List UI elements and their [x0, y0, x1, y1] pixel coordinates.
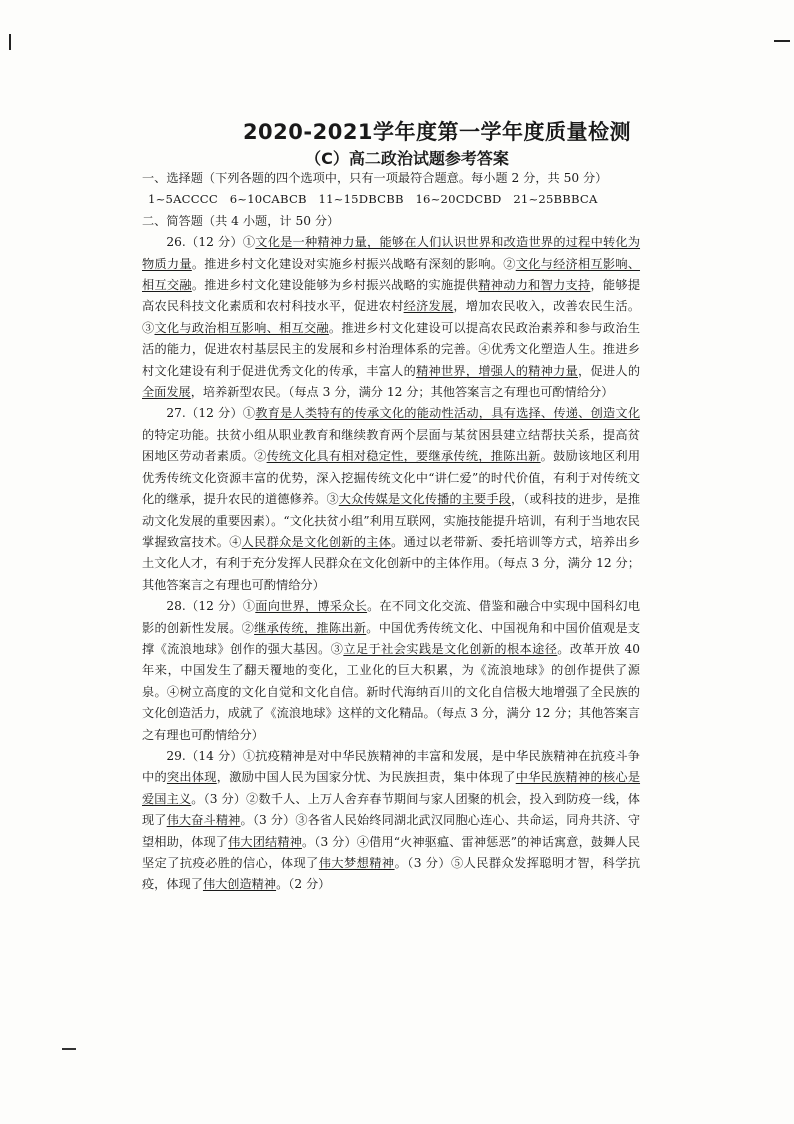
q26-text-3: ，能够提高农民科技文化素质和农村科技水平，促进农村	[142, 278, 641, 314]
q27-head: 27.（12 分）①	[166, 406, 256, 421]
section2-heading: 二、简答题（共 4 小题，计 50 分）	[142, 213, 340, 228]
section1-heading: 一、选择题（下列各题的四个选项中，只有一项最符合题意。每小题 2 分，共 50 分）	[142, 171, 608, 185]
q27-text-3: ，（或科技的进步，是推动文化发展的重要因素）。“文化扶贫小组”利用互联网，实施技能提升培训，有利于当地农民掌握致富技术。④	[142, 492, 641, 549]
answer-content	[142, 168, 640, 896]
q29-underlined-2: 中华民族精神的核心是爱国主义	[142, 770, 641, 806]
q29-underlined-1: 突出体现	[166, 770, 217, 785]
q26-underlined-1: 文化是一种精神力量，能够在人们认识世界和改造世界的过程中转化为物质力量	[142, 235, 641, 271]
q27-underlined-3: 大众传媒是文化传播的主要手段	[338, 492, 511, 507]
q27-underlined-1: 教育是人类特有的传承文化的能动性活动，具有选择、传递、创造文化	[255, 406, 641, 421]
question-29-answer	[142, 746, 640, 896]
question-26-answer	[142, 232, 640, 403]
q29-text-6: 。（2 分）	[276, 877, 331, 892]
q26-underlined-7: 全面发展	[142, 385, 191, 400]
q29-text-3: 。（3 分）③各省人民始终同湖北武汉同胞心连心、共命运，同舟共济、守望相助，体现了	[142, 813, 641, 849]
q27-underlined-4: 人民群众是文化创新的主体	[241, 534, 392, 549]
q29-underlined-3: 伟大奋斗精神	[166, 813, 241, 828]
q28-underlined-3: 立足于社会实践是文化创新的根本途径	[343, 641, 558, 656]
q28-underlined-1: 面向世界，博采众长	[255, 599, 368, 614]
q26-underlined-6: 精神世界，增强人的精神力量	[416, 363, 578, 378]
q26-underlined-4: 经济发展	[403, 299, 454, 314]
document-title: 2020-2021学年度第一学年度质量检测	[242, 120, 632, 144]
q26-text-2: 。推进乡村文化建设能够为乡村振兴战略的实施提供	[191, 278, 479, 293]
q28-text-1: 。在不同文化交流、借鉴和融合中实现中国科幻电影的创新性发展。②	[142, 599, 641, 635]
q26-head: 26.（12 分）①	[166, 235, 256, 250]
q28-head: 28.（12 分）①	[166, 599, 256, 614]
q26-text-6: ，促进人的	[578, 363, 641, 378]
q27-text-1: 的特定功能。扶贫小组从职业教育和继续教育两个层面与某贫困县建立结帮扶关系，提高贫困地区劳动者素质。②	[142, 427, 640, 464]
scan-edge-mark	[9, 34, 11, 50]
q29-text-4: 。（3 分）④借用“火神驱瘟、雷神惩恶”的神话寓意，鼓舞人民坚定了抗疫必胜的信心，体现了	[142, 834, 641, 870]
scan-edge-mark	[62, 1048, 76, 1050]
q29-underlined-4: 伟大团结精神	[228, 834, 302, 849]
q26-underlined-3: 精神动力和智力支持	[478, 278, 591, 293]
scan-edge-mark	[774, 40, 790, 42]
question-28-answer	[142, 596, 640, 746]
q26-underlined-2: 文化与经济相互影响、相互交融	[142, 256, 641, 293]
q29-text-5: 。（3 分）⑤人民群众发挥聪明才智，科学抗疫，体现了	[142, 856, 641, 892]
q27-text-2: 。鼓励该地区利用优秀传统文化资源丰富的优势，深入挖掘传统文化中“讲仁爱”的时代价值，有利于对传统文化的继承，提升农民的道德修养。③	[142, 449, 641, 507]
q27-text-4: 。通过以老带新、委托培训等方式，培养出乡土文化人才，有利于充分发挥人民群众在文化创新中的主体作用。（每点 3 分，满分 12 分；其他答案言之有理也可酌情给分）	[142, 534, 641, 592]
q28-text-3: 。改革开放 40 年来，中国发生了翻天覆地的变化，工业化的巨大积累，为《流浪地球》的创作提供了源泉。④树立高度的文化自觉和文化自信。新时代海纳百川的文化自信极大地增强了全民族的文化创造活力，成就了《流浪地球》这样的文化精品。（每点 3 分，满分 12 分；其他答案言之有理也可酌情给分）	[142, 641, 640, 742]
q29-underlined-5: 伟大梦想精神	[318, 856, 395, 870]
q26-text-4: ，增加农民收入，改善农民生活。③	[142, 299, 641, 335]
q29-head: 29.（14 分）①抗疫精神是对中华民族精神的丰富和发展，是中华民族精神在抗疫斗争中的	[142, 748, 640, 785]
q29-underlined-6: 伟大创造精神	[202, 877, 277, 892]
q28-text-2: 。中国优秀传统文化、中国视角和中国价值观是支撑《流浪地球》创作的强大基因。③	[142, 620, 641, 656]
q29-text-1: ，激励中国人民为国家分忧、为民族担责，集中体现了	[216, 770, 516, 785]
q27-underlined-2: 传统文化具有相对稳定性，要继承传统，推陈出新	[266, 449, 541, 464]
document-subtitle: （C）高二政治试题参考答案	[305, 149, 509, 168]
q28-underlined-2: 继承传统，推陈出新	[254, 620, 367, 635]
q26-text-1: 。推进乡村文化建设对实施乡村振兴战略有深刻的影响。②	[191, 256, 516, 271]
q29-text-2: 。（3 分）②数千人、上万人舍弃春节期间与家人团聚的机会，投入到防疫一线，体现了	[142, 791, 640, 828]
q26-text-7: ，培养新型农民。（每点 3 分，满分 12 分；其他答案言之有理也可酌情给分）	[190, 385, 614, 400]
q26-text-5: 。推进乡村文化建设可以提高农民政治素养和参与政治生活的能力，促进农村基层民主的发展和乡村治理体系的完善。④优秀文化塑造人生。推进乡村文化建设有利于促进优秀文化的传承，丰富人的	[142, 320, 641, 378]
question-27-answer	[142, 403, 640, 596]
choice-answer-keys: 1~5ACCCC 6~10CABCB 11~15DBCBB 16~20CDCBD 21~25BBBCA	[148, 192, 598, 207]
q26-underlined-5: 文化与政治相互影响、相互交融	[154, 320, 329, 335]
